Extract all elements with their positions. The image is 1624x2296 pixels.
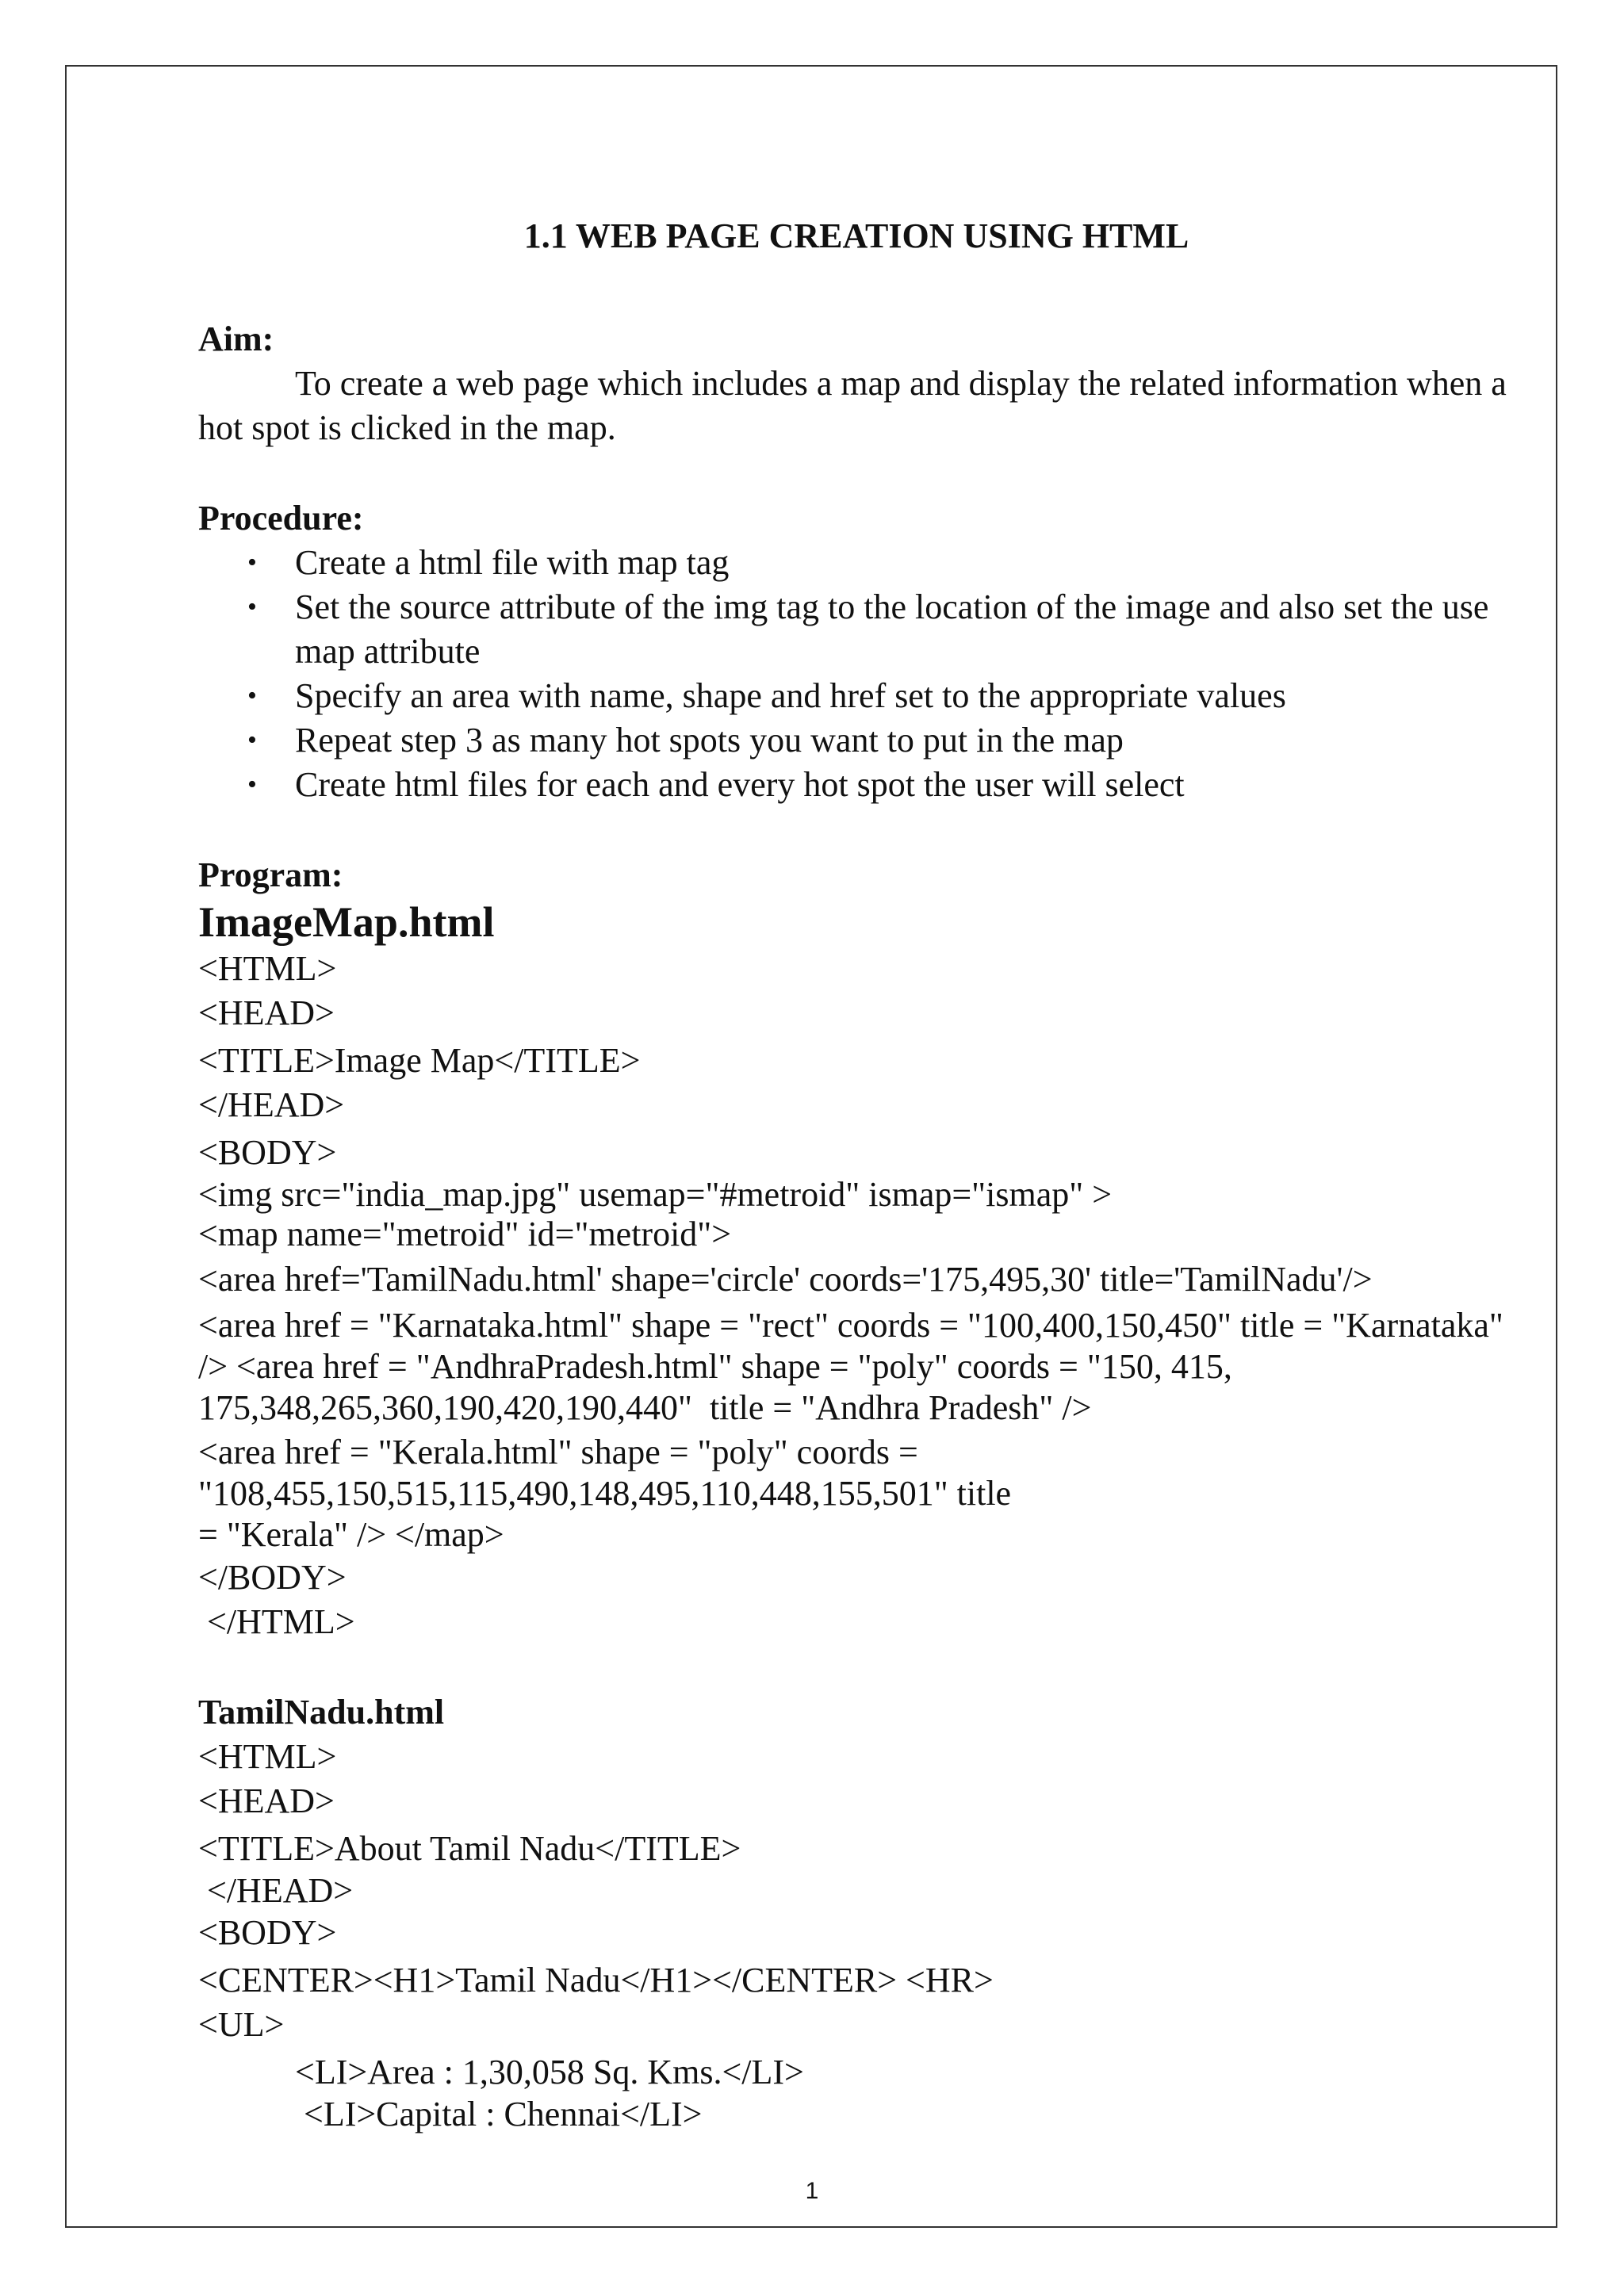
code-line: <HTML> [198,1737,337,1776]
bullet-icon: • [247,725,257,755]
document-body [198,214,1515,2134]
procedure-item-text: Create html files for each and every hot spot the user will select [295,765,1185,804]
procedure-item [198,585,1515,674]
code-line: <area href='TamilNadu.html' shape='circle' coords='175,495,30' title='TamilNadu'/> [198,1260,1373,1299]
code-line: <BODY> [198,1133,337,1172]
procedure-list [198,541,1515,807]
imagemap-code [198,947,1515,1644]
procedure-item-text: Specify an area with name, shape and href set to the appropriate values [295,676,1286,715]
code-line: <CENTER><H1>Tamil Nadu</H1></CENTER> <HR> [198,1961,994,1999]
code-line: </BODY> [198,1558,347,1597]
code-line: <BODY> [198,1913,337,1952]
code-line: <HEAD> [198,1781,335,1820]
program-heading: Program: [198,855,343,894]
tamilnadu-code [198,1735,1515,2134]
aim-text: To create a web page which includes a map and display the related information when a hot spot is clicked in the map. [198,364,1507,447]
code-line: <img src="india_map.jpg" usemap="#metroid" ismap="ismap" > [198,1175,1113,1214]
code-line: <LI>Capital : Chennai</LI> [295,2095,703,2133]
tamilnadu-filename: TamilNadu.html [198,1693,445,1732]
imagemap-filename: ImageMap.html [198,898,495,946]
procedure-item [198,541,1515,585]
procedure-item [198,674,1515,718]
code-line: <map name="metroid" id="metroid"> [198,1215,732,1253]
page-number: 1 [805,2178,819,2204]
code-line: = "Kerala" /> </map> [198,1515,504,1554]
page-title: 1.1 WEB PAGE CREATION USING HTML [523,216,1189,255]
code-line: <TITLE>About Tamil Nadu</TITLE> [198,1829,741,1868]
bullet-icon: • [247,770,257,799]
bullet-icon: • [247,681,257,710]
bullet-icon: • [247,592,257,622]
code-line: <UL> [198,2005,285,2044]
aim-heading: Aim: [198,320,274,358]
code-line: </HEAD> [198,1871,354,1910]
code-line: </HTML> [198,1602,355,1641]
bullet-icon: • [247,548,257,577]
procedure-item-text: Create a html file with map tag [295,543,730,582]
code-line: <area href = "Kerala.html" shape = "poly" coords = "108,455,150,515,115,490,148,495,110,448,155,501" title [198,1433,1012,1513]
code-line: <area href = "Karnataka.html" shape = "rect" coords = "100,400,150,450" title = "Karnataka" /> <area href = "AndhraPradesh.html" shape = "poly" coords = "150, 415, 175,348,265,360,190,420,190,440" title = "Andhra Pradesh" /> [198,1306,1512,1427]
code-line: <LI>Area : 1,30,058 Sq. Kms.</LI> [295,2053,804,2091]
procedure-item [198,718,1515,763]
procedure-heading: Procedure: [198,499,364,538]
procedure-item [198,763,1515,807]
code-line: <HEAD> [198,993,335,1032]
procedure-item-text: Set the source attribute of the img tag to the location of the image and also set the use map attribute [295,587,1489,671]
code-line: </HEAD> [198,1085,345,1124]
code-line: <TITLE>Image Map</TITLE> [198,1041,641,1080]
procedure-item-text: Repeat step 3 as many hot spots you want to put in the map [295,721,1124,760]
code-line: <HTML> [198,949,337,988]
